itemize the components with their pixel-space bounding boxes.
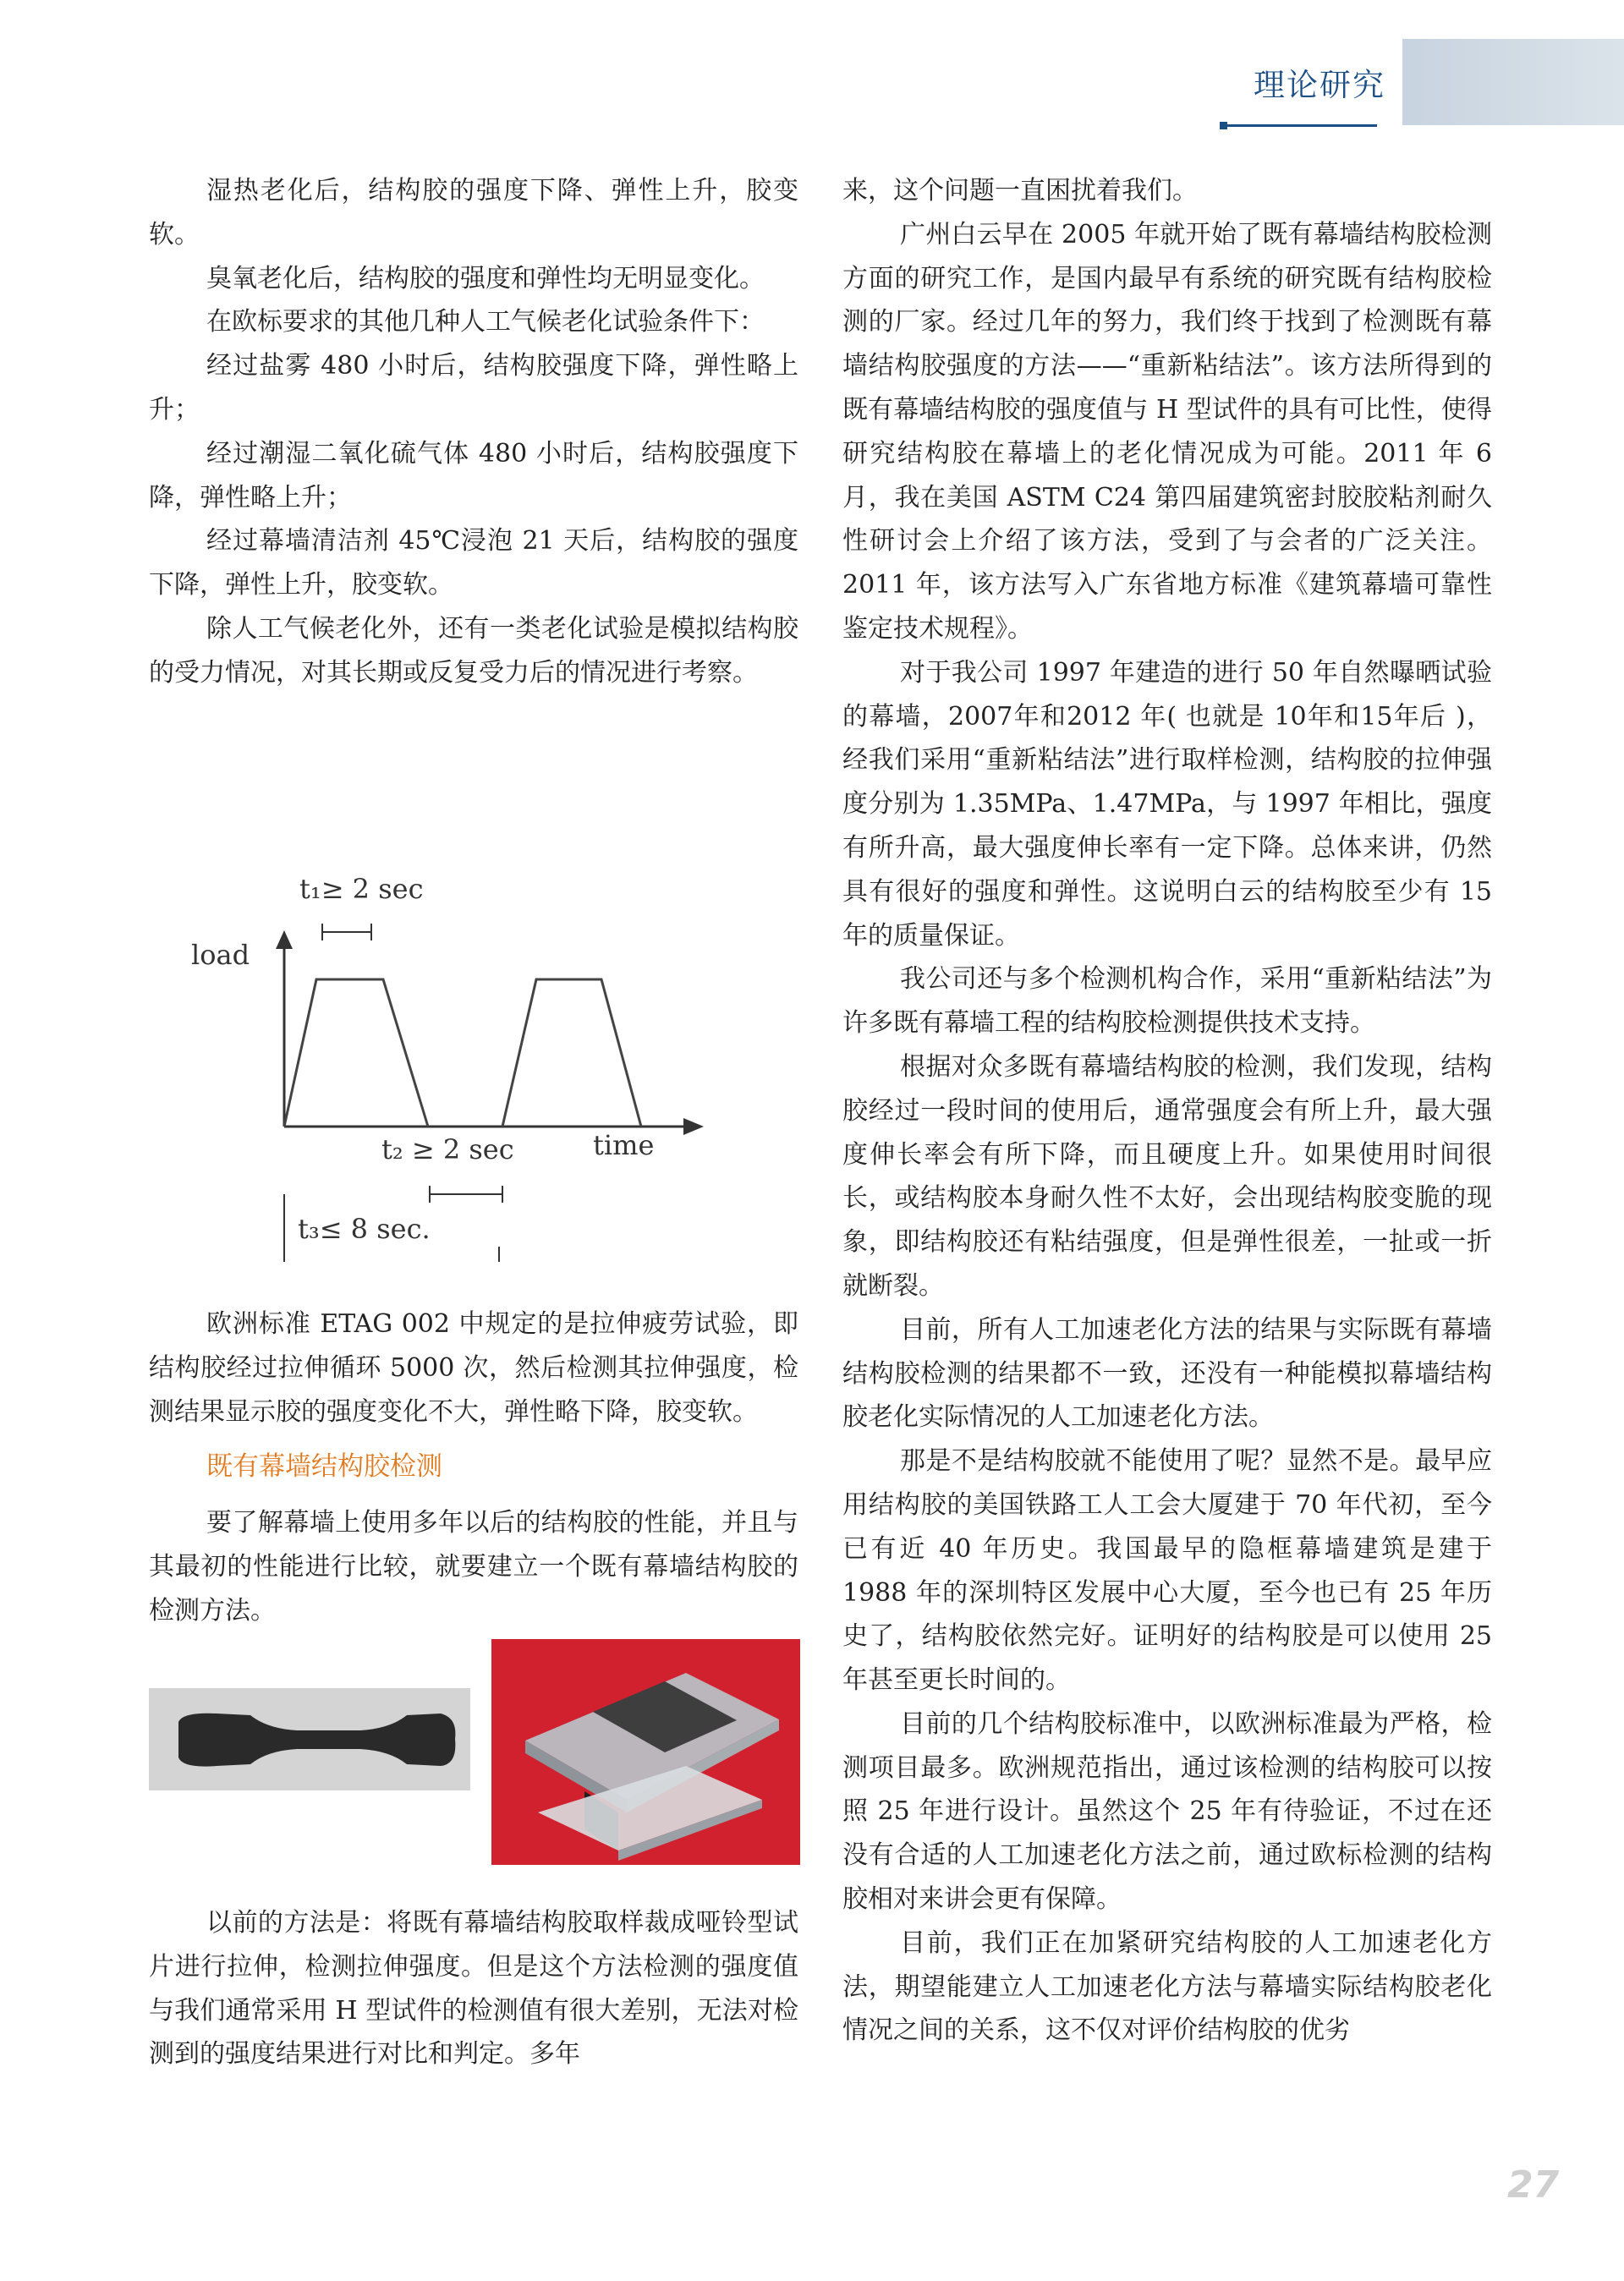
- paragraph: 对于我公司 1997 年建造的进行 50 年自然曝晒试验的幕墙，2007年和2012 年( 也就是 10年和15年后 )，经我们采用“重新粘结法”进行取样检测，结构胶的拉伸强度分别为 1.35MPa、1.47MPa，与 1997 年相比，强度有所升高，最大强度伸长率有一定下降。总体来讲，仍然具有很好的强度和弹性。这说明白云的结构胶至少有 15 年的质量保证。: [842, 657, 1492, 951]
- paragraph: 以前的方法是：将既有幕墙结构胶取样裁成哑铃型试片进行拉伸，检测拉伸强度。但是这个方法检测的强度值与我们通常采用 H 型试件的检测值有很大差别，无法对检测到的强度结果进行对比和判定。多年: [149, 1908, 798, 2070]
- paragraph: 欧洲标准 ETAG 002 中规定的是拉伸疲劳试验，即结构胶经过拉伸循环 5000 次，然后检测其拉伸强度，检测结果显示胶的强度变化不大，弹性略下降，胶变软。: [149, 1309, 798, 1427]
- load-curve-1: [284, 979, 428, 1127]
- paragraph: 经过盐雾 480 小时后，结构胶强度下降，弹性略上升；: [149, 351, 798, 425]
- paragraph: 广州白云早在 2005 年就开始了既有幕墙结构胶检测方面的研究工作，是国内最早有系统的研究既有结构胶检测的厂家。经过几年的努力，我们终于找到了检测既有幕墙结构胶强度的方法——“重新粘结法”。该方法所得到的既有幕墙结构胶的强度值与 H 型试件的具有可比性，使得研究结构胶在幕墙上的老化情况成为可能。2011 年 6 月，我在美国 ASTM C24 第四届建筑密封胶胶粘剂耐久性研讨会上介绍了该方法，受到了与会者的广泛关注。2011 年，该方法写入广东省地方标准《建筑幕墙可靠性鉴定技术规程》。: [842, 219, 1492, 644]
- paragraph: 经过幕墙清洁剂 45℃浸泡 21 天后，结构胶的强度下降，弹性上升，胶变软。: [149, 526, 798, 600]
- load-curve-2: [502, 979, 641, 1127]
- h-specimen-photo: [491, 1639, 800, 1865]
- paragraph: 目前，所有人工加速老化方法的结果与实际既有幕墙结构胶检测的结果都不一致，还没有一种能模拟幕墙结构胶老化实际情况的人工加速老化方法。: [842, 1314, 1492, 1433]
- section-label: 理论研究: [1254, 67, 1385, 103]
- t2-label: t₂ ≥ 2 sec: [381, 1133, 514, 1165]
- time-axis-label: time: [593, 1129, 655, 1161]
- t1-label: t₁≥ 2 sec: [299, 873, 424, 905]
- paragraph: 臭氧老化后，结构胶的强度和弹性均无明显变化。: [206, 263, 765, 293]
- paragraph: 目前，我们正在加紧研究结构胶的人工加速老化方法，期望能建立人工加速老化方法与幕墙实际结构胶老化情况之间的关系，这不仅对评价结构胶的优劣: [842, 1927, 1492, 2046]
- dumbbell-specimen-photo: [149, 1688, 470, 1790]
- paragraph: 经过潮湿二氧化硫气体 480 小时后，结构胶强度下降，弹性略上升；: [149, 438, 798, 513]
- load-cycle-diagram: [149, 856, 732, 1279]
- paragraph: 在欧标要求的其他几种人工气候老化试验条件下：: [206, 307, 765, 337]
- paragraph: 目前的几个结构胶标准中，以欧洲标准最为严格，检测项目最多。欧洲规范指出，通过该检测的结构胶可以按照 25 年进行设计。虽然这个 25 年有待验证，不过在还没有合适的人工加速老化方法之前，通过欧标检测的结构胶相对来讲会更有保障。: [842, 1708, 1492, 1915]
- load-axis-label: load: [191, 939, 250, 971]
- t3-label: t₃≤ 8 sec.: [298, 1213, 431, 1245]
- page-number: 27: [1507, 2163, 1560, 2207]
- paragraph: 根据对众多既有幕墙结构胶的检测，我们发现，结构胶经过一段时间的使用后，通常强度会有所上升，最大强度伸长率会有所下降，而且硬度上升。如果使用时间很长，或结构胶本身耐久性不太好，会出现结构胶变脆的现象，即结构胶还有粘结强度，但是弹性很差，一扯或一折就断裂。: [842, 1051, 1492, 1301]
- paragraph: 要了解幕墙上使用多年以后的结构胶的性能，并且与其最初的性能进行比较，就要建立一个既有幕墙结构胶的检测方法。: [149, 1508, 798, 1626]
- y-axis-arrow: [276, 930, 293, 949]
- section-underline: [1221, 124, 1377, 127]
- paragraph: 那是不是结构胶就不能使用了呢？显然不是。最早应用结构胶的美国铁路工人工会大厦建于 70 年代初，至今已有近 40 年历史。我国最早的隐框幕墙建筑是建于 1988 年的深圳特区发展中心大厦，至今也已有 25 年历史了，结构胶依然完好。证明好的结构胶是可以使用 25 年甚至更长时间的。: [842, 1446, 1492, 1696]
- left-column-middle: [149, 1302, 798, 1633]
- paragraph: 湿热老化后，结构胶的强度下降、弹性上升，胶变软。: [149, 176, 798, 249]
- paragraph: 我公司还与多个检测机构合作，采用“重新粘结法”为许多既有幕墙工程的结构胶检测提供技术支持。: [842, 964, 1492, 1039]
- paragraph: 来，这个问题一直困扰着我们。: [842, 176, 1198, 206]
- left-column-top: [149, 169, 798, 695]
- section-heading: 既有幕墙结构胶检测: [206, 1451, 442, 1483]
- paragraph: 除人工气候老化外，还有一类老化试验是模拟结构胶的受力情况，对其长期或反复受力后的情况进行考察。: [149, 613, 798, 688]
- x-axis-arrow: [683, 1118, 704, 1135]
- left-column-bottom: [149, 1901, 798, 2076]
- header-band: [1402, 39, 1624, 125]
- right-column: [842, 169, 1492, 2053]
